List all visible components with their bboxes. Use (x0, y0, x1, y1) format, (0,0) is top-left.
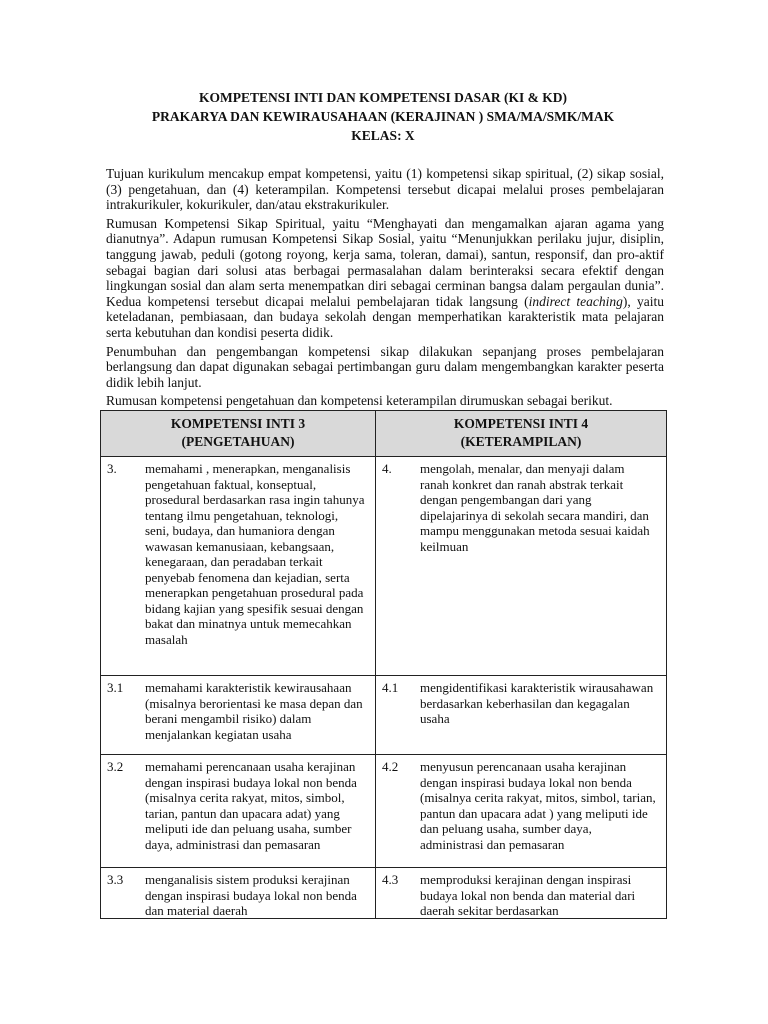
table-row (101, 755, 667, 868)
title-line-3: KELAS: X (351, 128, 415, 143)
intro-paragraph-4: Rumusan kompetensi pengetahuan dan kompetensi keterampilan dirumuskan sebagai berikut. (106, 393, 613, 409)
document-title (100, 88, 666, 145)
indirect-teaching-term: indirect teaching (528, 293, 623, 309)
title-line-2: PRAKARYA DAN KEWIRAUSAHAAN (KERAJINAN ) SMA/MA/SMK/MAK (151, 109, 615, 124)
ki3-cell (101, 676, 376, 755)
intro-paragraph-3: Penumbuhan dan pengembangan kompetensi sikap dilakukan sepanjang proses pembelajaran berlangsung dan dapat digunakan sebagai pertimbangan guru dalam mengembangkan karakter peserta didik lebih lanjut. (106, 343, 664, 390)
intro-paragraph-1: Tujuan kurikulum mencakup empat kompetensi, yaitu (1) kompetensi sikap spiritual, (2) sikap sosial, (3) pengetahuan, dan (4) keterampilan. Kompetensi tersebut dicapai melalui proses pembelajaran intrakurikuler, kokurikuler, dan/atau ekstrakurikuler. (106, 166, 664, 213)
ki3-cell (101, 868, 376, 919)
competency-number: 3. (107, 461, 117, 476)
ki4-cell (376, 676, 667, 755)
table-header-row (101, 411, 667, 457)
competency-number: 4.3 (382, 872, 399, 887)
competency-text: menyusun perencanaan usaha kerajinan dengan inspirasi budaya lokal non benda (misalnya cerita rakyat, mitos, simbol, tarian, pantun dan upacara adat ) yang meliputi ide dan peluang usaha, sumber daya, administrasi dan pemasaran (420, 759, 656, 852)
competency-text: memahami karakteristik kewirausahaan (misalnya berorientasi ke masa depan dan berani mengambil risiko) dalam menjalankan kegiatan usaha (145, 680, 363, 742)
competency-table (100, 410, 667, 919)
competency-number: 3.3 (107, 872, 124, 887)
table-row (101, 676, 667, 755)
competency-number: 3.2 (107, 759, 124, 774)
header-ki3-line-1: KOMPETENSI INTI 3 (170, 416, 306, 431)
competency-text: mengidentifikasi karakteristik wirausahawan berdasarkan keberhasilan dan kegagalan usaha (420, 680, 654, 726)
competency-number: 4. (382, 461, 392, 476)
header-ki3-line-2: (PENGETAHUAN) (181, 434, 295, 449)
table-row (101, 868, 667, 919)
intro-paragraph-2-text-a: Rumusan Kompetensi Sikap Spiritual, yaitu “Menghayati dan mengamalkan ajaran agama yang dianutnya”. Adapun rumusan Kompetensi Sikap Sosial, yaitu “Menunjukkan perilaku jujur, disiplin, tanggung jawab, peduli (gotong royong, kerja sama, toleran, damai), santun, responsif, dan pro-aktif sebagai bagian dari solusi atas berbagai permasalahan dalam berinteraksi secara efektif dengan lingkungan sosial dan alam serta menempatkan diri sebagai cerminan bangsa dalam pergaulan dunia”. Kedua kompetensi tersebut dicapai melalui pembelajaran tidak langsung ( (106, 215, 664, 309)
competency-number: 4.1 (382, 680, 399, 695)
competency-text: menganalisis sistem produksi kerajinan dengan inspirasi budaya lokal non benda dan material daerah (145, 872, 357, 918)
header-ki4-line-1: KOMPETENSI INTI 4 (453, 416, 589, 431)
ki3-cell (101, 755, 376, 868)
competency-text: mengolah, menalar, dan menyaji dalam ranah konkret dan ranah abstrak terkait dengan pengembangan dari yang dipelajarinya di sekolah secara mandiri, dan mampu menggunakan metoda sesuai kaidah keilmuan (420, 461, 650, 554)
header-ki3 (101, 411, 376, 457)
title-line-1: KOMPETENSI INTI DAN KOMPETENSI DASAR (KI & KD) (199, 90, 567, 105)
table-row (101, 457, 667, 676)
intro-paragraph-2 (106, 216, 664, 341)
header-ki4 (376, 411, 667, 457)
competency-number: 3.1 (107, 680, 124, 695)
competency-number: 4.2 (382, 759, 399, 774)
competency-text: memahami perencanaan usaha kerajinan dengan inspirasi budaya lokal non benda (misalnya cerita rakyat, mitos, simbol, tarian, pantun dan upacara adat) yang meliputi ide dan peluang usaha, sumber daya, administrasi dan pemasaran (145, 759, 357, 852)
competency-text: memahami , menerapkan, menganalisis pengetahuan faktual, konseptual, prosedural berdasarkan rasa ingin tahunya tentang ilmu pengetahuan, teknologi, seni, budaya, dan humaniora dengan wawasan kemanusiaan, kebangsaan, kenegaraan, dan peradaban terkait penyebab fenomena dan kejadian, serta menerapkan pengetahuan prosedural pada bidang kajian yang spesifik sesuai dengan bakat dan minatnya untuk memecahkan masalah (145, 461, 365, 647)
intro-section (106, 166, 664, 412)
intro-paragraph-2-text-b: ), yaitu keteladanan, pembiasaan, dan budaya sekolah dengan memperhatikan karakteristik mata pelajaran serta kebutuhan dan kondisi peserta didik. (106, 293, 664, 340)
ki4-cell (376, 457, 667, 676)
ki3-cell (101, 457, 376, 676)
ki4-cell (376, 868, 667, 919)
ki4-cell (376, 755, 667, 868)
competency-text: memproduksi kerajinan dengan inspirasi budaya lokal non benda dan material dari daerah sekitar berdasarkan (420, 872, 636, 918)
header-ki4-line-2: (KETERAMPILAN) (460, 434, 582, 449)
